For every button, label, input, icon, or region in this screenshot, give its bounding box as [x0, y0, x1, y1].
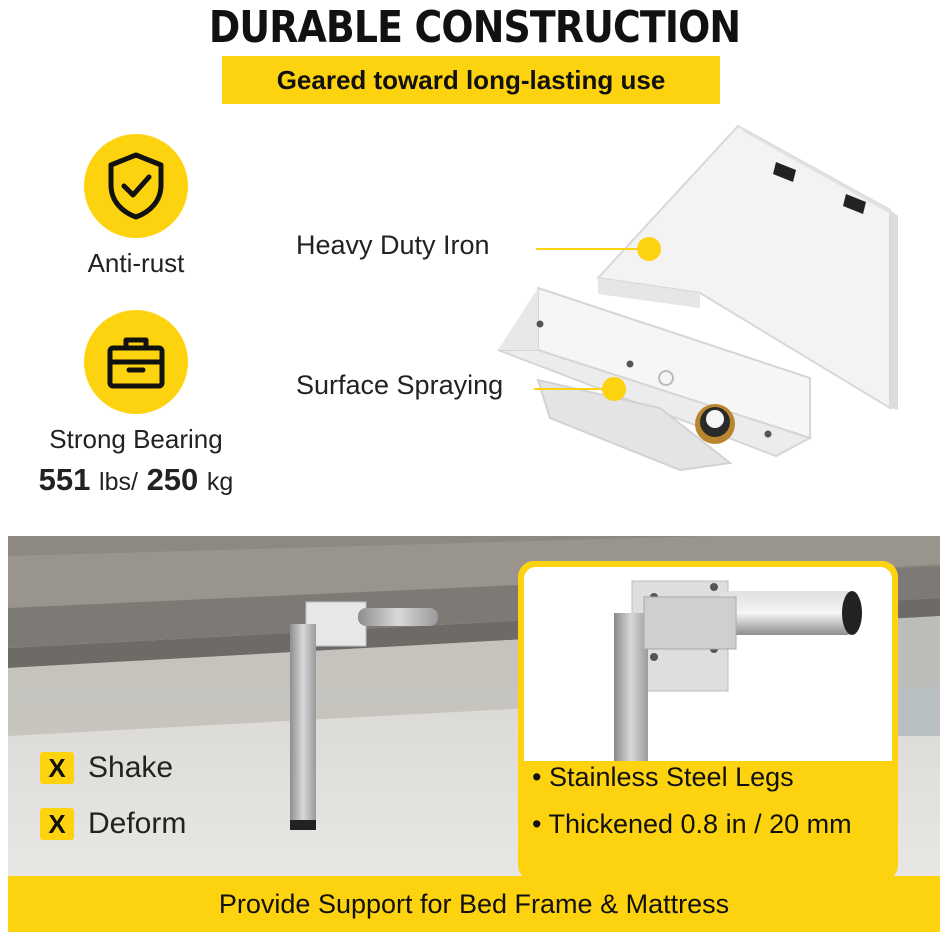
shield-check-icon	[84, 134, 188, 238]
x-badge-shake: X	[40, 752, 74, 784]
page-title: DURABLE CONSTRUCTION	[208, 2, 741, 53]
callout-heavy-duty-iron: Heavy Duty Iron	[296, 230, 490, 260]
subtitle-banner	[222, 56, 720, 104]
leg-detail-photo	[524, 567, 892, 761]
strong-bearing-label: Strong Bearing	[49, 424, 223, 454]
load-lbs-value: 551	[38, 462, 91, 497]
bullet-dot: •	[532, 762, 542, 792]
load-lbs-unit: lbs/	[99, 468, 138, 496]
box-icon	[84, 310, 188, 414]
inset-point-legs-text: Stainless Steel Legs	[548, 762, 794, 792]
deform-label: Deform	[88, 807, 187, 840]
load-capacity	[0, 462, 272, 498]
inset-point-thickness	[532, 809, 852, 840]
callout-dot-finish	[602, 377, 626, 401]
subtitle-text: Geared toward long-lasting use	[276, 64, 666, 95]
footer-banner	[8, 876, 940, 932]
bracket-product-image	[490, 118, 910, 488]
callout-surface-spraying: Surface Spraying	[296, 370, 504, 400]
callout-line-material	[536, 248, 646, 250]
bullet-dot: •	[532, 809, 542, 839]
load-kg-value: 250	[146, 462, 199, 497]
callout-dot-material	[637, 237, 661, 261]
shake-label: Shake	[88, 751, 174, 784]
leg-detail-inset	[518, 561, 898, 881]
inset-point-thickness-text: Thickened 0.8 in / 20 mm	[548, 809, 852, 839]
load-kg-unit: kg	[206, 468, 234, 496]
footer-text: Provide Support for Bed Frame & Mattress	[218, 888, 730, 919]
inset-point-legs	[532, 762, 794, 793]
x-badge-deform: X	[40, 808, 74, 840]
anti-rust-label: Anti-rust	[87, 248, 185, 278]
